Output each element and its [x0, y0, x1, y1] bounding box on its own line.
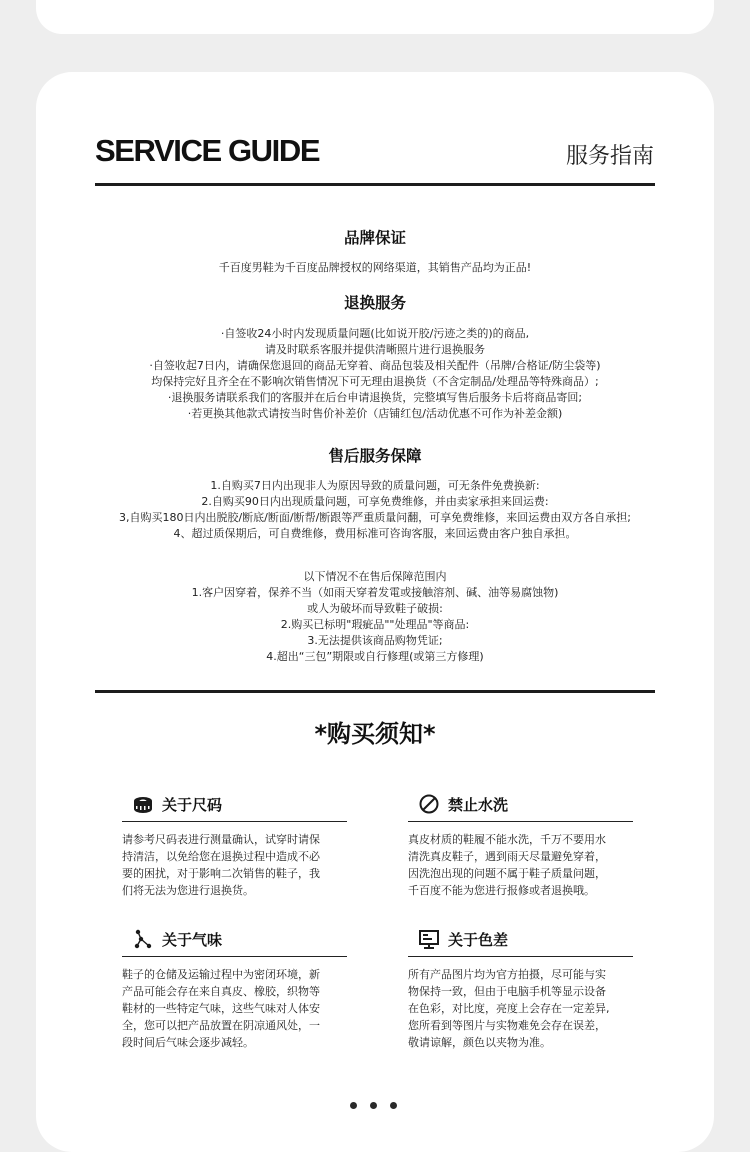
tip-body: [408, 831, 633, 899]
text-line: 均保持完好且齐全在不影响次销售情况下可无理由退换货（不含定制品/处理品等特殊商品）;: [151, 375, 599, 388]
tip-header: [122, 792, 347, 822]
text-line: 物保持一致，但由于电脑手机等显示设备: [408, 985, 606, 998]
text-line: 敬请谅解，颜色以夹物为准。: [408, 1036, 551, 1049]
brand-guarantee-section: [75, 226, 675, 276]
tip-title: 关于色差: [448, 930, 509, 949]
text-line: 以下情况不在售后保障范围内: [303, 570, 447, 583]
no-wash-icon: [418, 793, 440, 815]
tip-body: [122, 966, 347, 1051]
text-line: 1.自购买7日内出现非人为原因导致的质量问题，可无条件免费换新:: [210, 479, 540, 492]
section-title: 品牌保证: [343, 229, 406, 247]
text-line: 4.超出“三包”期限或自行修理(或第三方修理): [266, 650, 484, 663]
carousel-dot[interactable]: [370, 1102, 377, 1109]
tip-color-difference: [408, 927, 633, 1051]
section-title: 售后服务保障: [328, 447, 422, 465]
text-line: 4、超过质保期后，可自费维修，费用标准可咨询客服，来回运费由客户独自承担。: [173, 527, 577, 540]
purchase-notice-title: *购买须知*: [314, 720, 436, 748]
text-line: 们将无法为您进行退换货。: [122, 884, 254, 897]
carousel-dot[interactable]: [390, 1102, 397, 1109]
tip-header: [122, 927, 347, 957]
text-line: ·自签收起7日内，请确保您退回的商品无穿着、商品包装及相关配件（吊牌/合格证/防尘袋等): [149, 359, 601, 372]
carousel-dots: [350, 1102, 397, 1109]
text-line: 要的困扰，对于影响二次销售的鞋子，我: [122, 867, 320, 880]
text-line: 请参考尺码表进行测量确认，试穿时请保: [122, 833, 320, 846]
text-line: 全，您可以把产品放置在阴凉通风处，一: [122, 1019, 320, 1032]
text-line: 3.无法提供该商品购物凭证;: [307, 634, 443, 647]
tip-title: 关于气味: [162, 930, 223, 949]
tip-no-wash: [408, 792, 633, 899]
text-line: 您所看到等图片与实物难免会存在误差，: [408, 1019, 606, 1032]
text-line: 2.购买已标明"瑕疵品""处理品"等商品:: [280, 618, 470, 631]
text-line: 真皮材质的鞋履不能水洗，千万不要用水: [408, 833, 606, 846]
text-line: 1.客户因穿着，保养不当（如雨天穿着发電或接触溶剂、碱、油等易腐蚀物): [191, 586, 559, 599]
service-guide-title: SERVICE GUIDE: [95, 133, 320, 168]
aftersale-section: [75, 444, 675, 665]
tip-size: [122, 792, 347, 899]
text-line: 产品可能会存在来自真皮、橡胶，织物等: [122, 985, 320, 998]
section-title: 退换服务: [343, 294, 406, 312]
ruler-icon: [132, 793, 154, 815]
returns-section: [75, 291, 675, 422]
text-line: 持清洁，以免给您在退换过程中造成不必: [122, 850, 320, 863]
text-line: ·退换服务请联系我们的客服并在后台申请退换货，完整填写售后服务卡后将商品寄回;: [167, 391, 583, 404]
text-line: ·若更换其他款式请按当时售价补差价（店铺红包/活动优惠不可作为补差金额): [187, 407, 563, 420]
service-guide-title-cn: 服务指南: [565, 144, 654, 169]
tip-header: [408, 792, 633, 822]
monitor-icon: [418, 928, 440, 950]
text-line: 3,自购买180日内出脱胶/断底/断面/断帮/断跟等严重质量问翻，可享免费维修，来回运费由双方各自承担;: [118, 511, 632, 524]
text-line: ·自签收24小时内发现质量问题(比如说开胶/污迹之类的)的商品,: [220, 327, 530, 340]
text-line: 所有产品图片均为官方拍摄，尽可能与实: [408, 968, 606, 981]
text-line: 因洗泡出现的问题不属于鞋子质量问题，: [408, 867, 606, 880]
header-divider: [95, 183, 655, 186]
carousel-dot[interactable]: [350, 1102, 357, 1109]
tip-title: 关于尺码: [162, 795, 223, 814]
text-line: 在色彩，对比度，亮度上会存在一定差异,: [408, 1002, 610, 1015]
tip-body: [122, 831, 347, 899]
tip-body: [408, 966, 633, 1051]
tip-title: 禁止水洗: [448, 795, 509, 814]
text-line: 鞋材的一些特定气味，这些气味对人体安: [122, 1002, 320, 1015]
tip-header: [408, 927, 633, 957]
section-divider: [95, 690, 655, 693]
tip-odor: [122, 927, 347, 1051]
text-line: 千百度男鞋为千百度品牌授权的网络渠道，其销售产品均为正品!: [218, 261, 532, 274]
text-line: 2.自购买90日内出现质量问题，可享免费维修，并由卖家承担来回运费:: [201, 495, 549, 508]
text-line: 鞋子的仓储及运输过程中为密闭环境，新: [122, 968, 320, 981]
text-line: 千百度不能为您进行报修或者退换哦。: [408, 884, 595, 897]
previous-card: [36, 0, 714, 34]
text-line: 请及时联系客服并提供清晰照片进行退换服务: [265, 343, 485, 356]
text-line: 清洗真皮鞋子，遇到雨天尽量避免穿着，: [408, 850, 606, 863]
text-line: 段时间后气味会逐步减轻。: [122, 1036, 254, 1049]
odor-icon: [132, 928, 154, 950]
text-line: 或人为破坏而导致鞋子破损:: [307, 602, 443, 615]
